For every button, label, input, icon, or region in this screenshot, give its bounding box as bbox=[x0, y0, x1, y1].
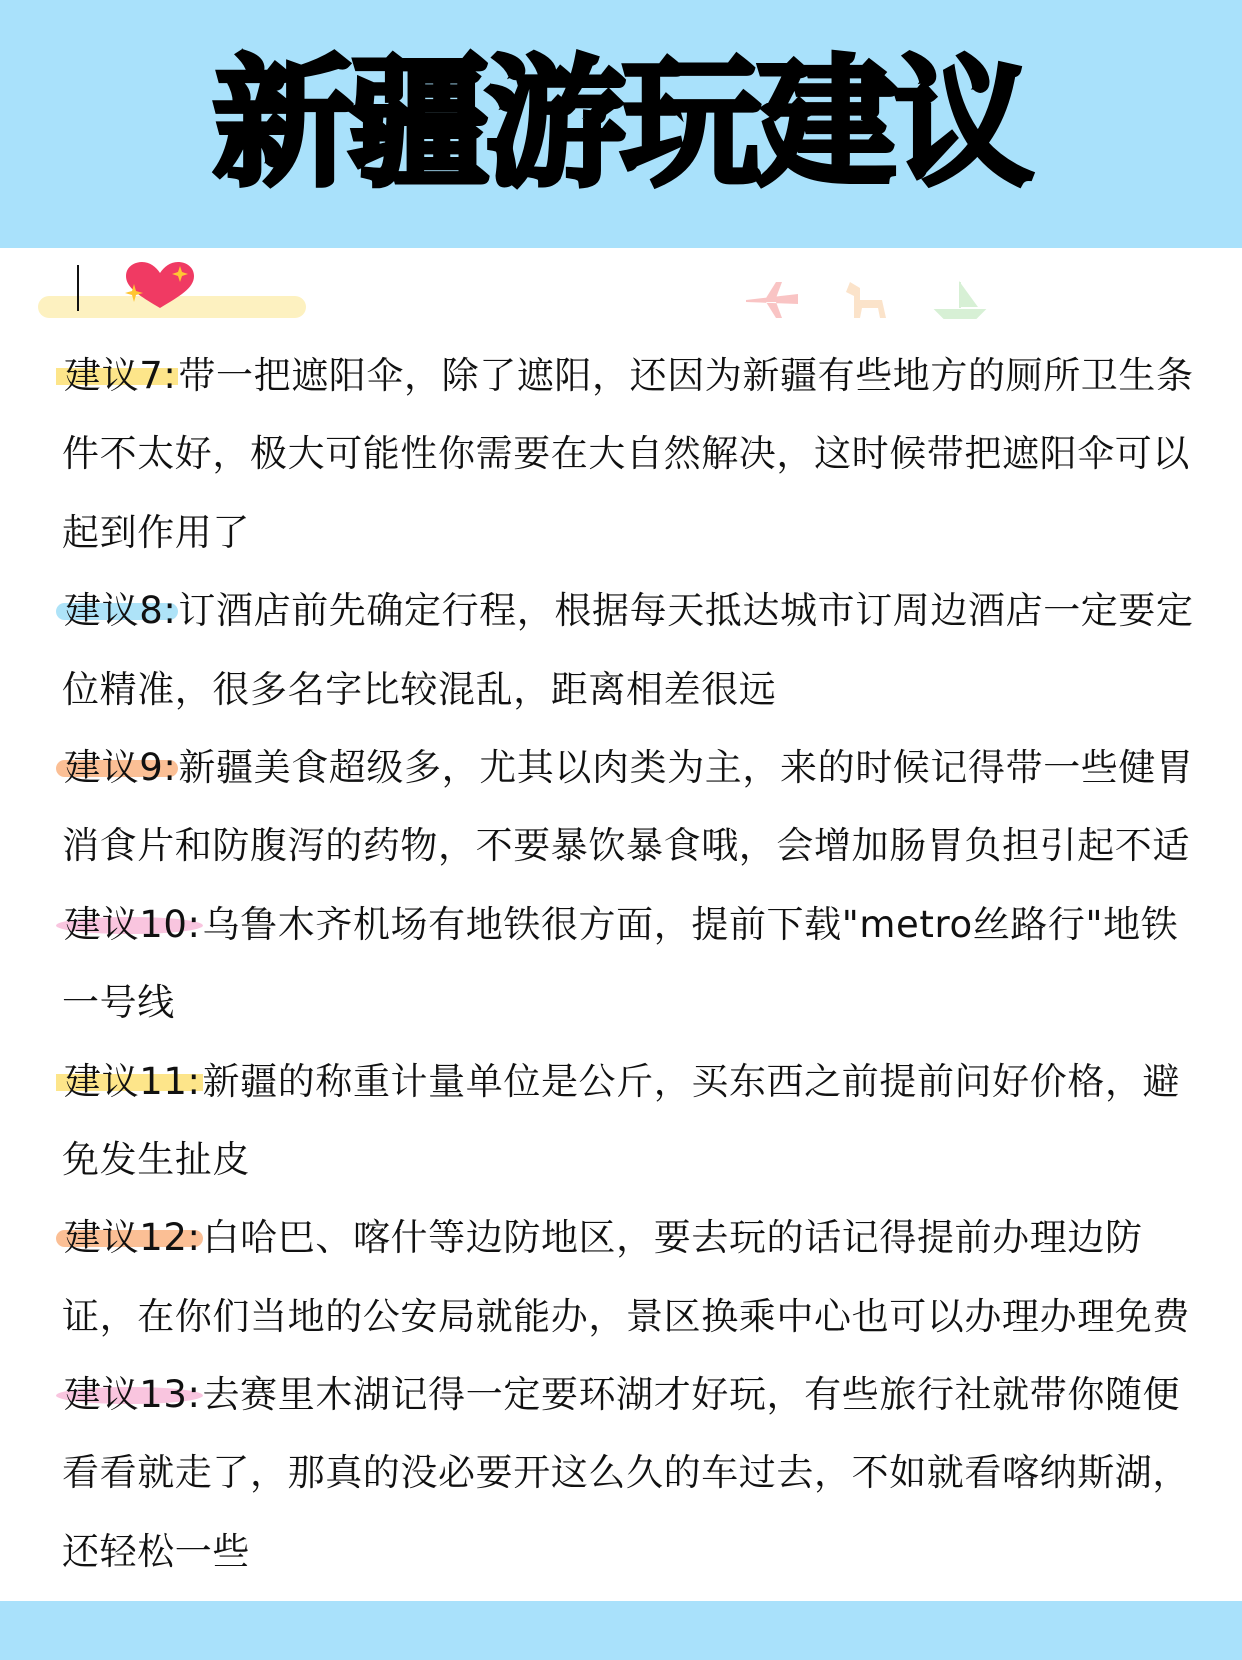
tip-line bbox=[62, 729, 1212, 807]
tip-label: 建议10: bbox=[64, 902, 201, 946]
tip-text: 新疆的称重计量单位是公斤，买东西之前提前问好价格，避 bbox=[202, 1059, 1181, 1103]
tip-line bbox=[62, 886, 1212, 964]
tip-line bbox=[62, 1513, 1212, 1591]
tip-line bbox=[62, 1043, 1212, 1121]
tip-line bbox=[62, 337, 1212, 415]
tip-text: 白哈巴、喀什等边防地区，要去玩的话记得提前办理边防 bbox=[202, 1216, 1143, 1260]
horse-icon bbox=[842, 280, 892, 320]
faint-stickers bbox=[742, 280, 988, 320]
tip-text: 一号线 bbox=[62, 981, 175, 1025]
tip-text: 订酒店前先确定行程，根据每天抵达城市订周边酒店一定要定 bbox=[178, 589, 1194, 633]
page-title: 新疆游玩建议 bbox=[212, 43, 1029, 206]
boat-icon bbox=[932, 280, 988, 320]
tip-text: 带一把遮阳伞，除了遮阳，还因为新疆有些地方的厕所卫生条 bbox=[178, 354, 1194, 397]
tip-text: 位精准，很多名字比较混乱，距离相差很远 bbox=[62, 667, 777, 711]
tips-list bbox=[62, 337, 1212, 1591]
tip-text: 看看就走了，那真的没必要开这么久的车过去，不如就看喀纳斯湖， bbox=[62, 1451, 1190, 1495]
tip-line bbox=[62, 1199, 1212, 1277]
tip-text: 乌鲁木齐机场有地铁很方面，提前下载"metro丝路行"地铁 bbox=[202, 902, 1179, 946]
tip-label: 建议8: bbox=[64, 589, 177, 633]
tip-text: 证，在你们当地的公安局就能办，景区换乘中心也可以办理办理免费 bbox=[62, 1294, 1190, 1338]
tip-line bbox=[62, 1356, 1212, 1434]
tip-text: 免发生扯皮 bbox=[62, 1137, 250, 1181]
text-cursor-decoration bbox=[77, 265, 79, 311]
tip-line bbox=[62, 1434, 1212, 1512]
bottom-banner bbox=[0, 1601, 1242, 1660]
tip-text: 新疆美食超级多，尤其以肉类为主，来的时候记得带一些健胃 bbox=[178, 745, 1194, 789]
tip-line bbox=[62, 415, 1212, 493]
tip-label: 建议11: bbox=[64, 1059, 201, 1103]
tip-line bbox=[62, 1121, 1212, 1199]
airplane-icon bbox=[742, 280, 802, 320]
tip-line bbox=[62, 1278, 1212, 1356]
tip-line bbox=[62, 964, 1212, 1042]
tip-line bbox=[62, 572, 1212, 650]
tip-text: 还轻松一些 bbox=[62, 1529, 250, 1573]
tip-text: 起到作用了 bbox=[62, 510, 250, 554]
tip-line bbox=[62, 651, 1212, 729]
title-banner bbox=[0, 0, 1242, 248]
tip-line bbox=[62, 494, 1212, 572]
tip-label: 建议7: bbox=[64, 354, 177, 397]
heart-icon bbox=[120, 262, 200, 312]
tip-line bbox=[62, 807, 1212, 885]
tip-text: 去赛里木湖记得一定要环湖才好玩，有些旅行社就带你随便 bbox=[202, 1373, 1181, 1417]
tip-label: 建议13: bbox=[64, 1373, 201, 1417]
tip-text: 消食片和防腹泻的药物，不要暴饮暴食哦，会增加肠胃负担引起不适 bbox=[62, 824, 1190, 868]
tip-text: 件不太好，极大可能性你需要在大自然解决，这时候带把遮阳伞可以 bbox=[62, 432, 1190, 476]
tip-label: 建议12: bbox=[64, 1216, 201, 1260]
tip-label: 建议9: bbox=[64, 745, 177, 789]
